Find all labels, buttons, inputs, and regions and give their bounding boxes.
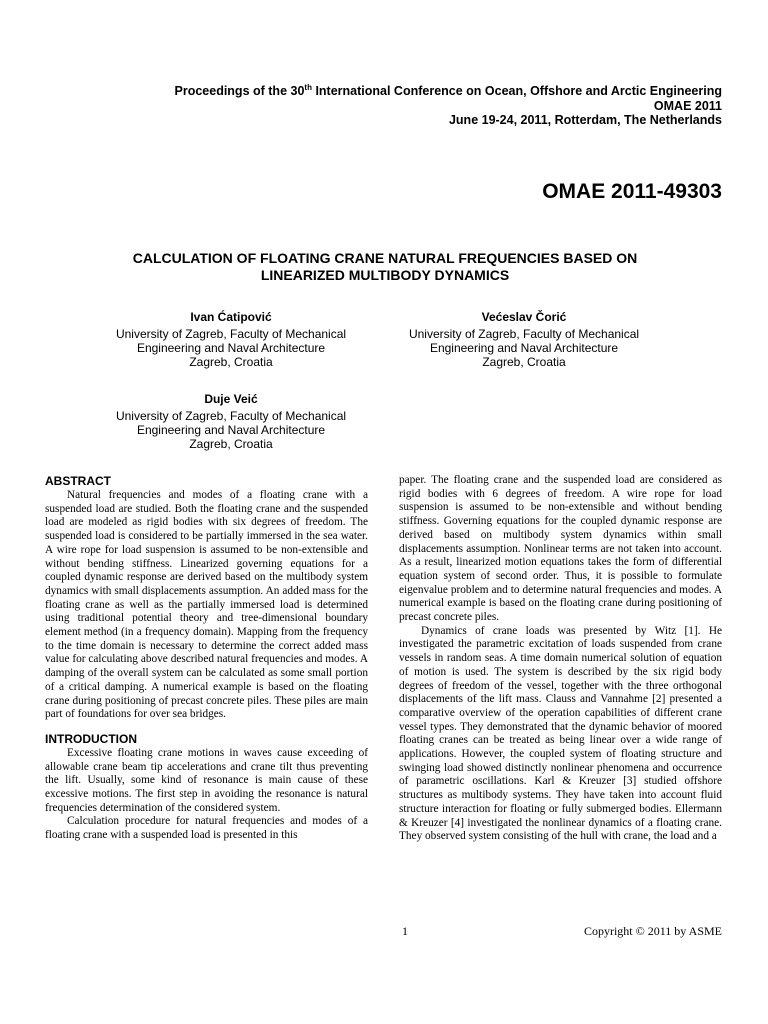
abstract-paragraph: Natural frequencies and modes of a floating crane with a suspended load are studied. Both the floating crane and the suspended load are modeled as rigid bodies with six degrees of freedom. The suspended load is considered to be partially immersed in the sea water. A wire rope for load suspension is assumed to be non-extensible and without bending stiffness. Linearized governing equations for a coupled dynamic response are derived based on the multibody system dynamics with small displacements assumption. An added mass for the floating crane as well as the partially immersed load is determined using traditional potential theory and tree-dimensional boundary element method (in a frequency domain). Mapping from the frequency to the time domain is necessary to determine the correct added mass value for calculating above described natural frequencies and modes. A damping of the overall system can be calculated as some small portion of a critical damping. A numerical example is based on the floating crane during positioning of precast concrete piles. These piles are main part of foundations for over sea bridges.: [45, 489, 368, 721]
author-block-3: [81, 392, 381, 451]
author-affiliation-line: Engineering and Naval Architecture: [136, 341, 326, 355]
author-name: Većeslav Čorić: [481, 310, 567, 324]
body-paragraph-continued: paper. The floating crane and the suspended load are considered as rigid bodies with 6 degrees of freedom. A wire rope for load suspension is assumed to be non-extensible and without bending stiffness. Governing equations for the coupled dynamic response are derived based on multibody system dynamics within small displacements assumption. Nonlinear terms are not taken into account. As a result, linearized motion equations takes the form of differential equation system of second order. Thus, it is possible to formulate eigenvalue problem and to determine natural frequencies and modes. A numerical example is based on the floating crane during positioning of precast concrete piles.: [399, 474, 722, 624]
ordinal-superscript: th: [304, 82, 312, 92]
introduction-heading: INTRODUCTION: [45, 731, 137, 746]
author-affiliation-line: University of Zagreb, Faculty of Mechanical: [115, 327, 347, 341]
conference-date-location: June 19-24, 2011, Rotterdam, The Netherlands: [448, 113, 722, 127]
author-location: Zagreb, Croatia: [482, 355, 566, 369]
author-location: Zagreb, Croatia: [189, 437, 273, 451]
paper-id: OMAE 2011-49303: [542, 180, 722, 203]
author-affiliation-line: Engineering and Naval Architecture: [136, 423, 326, 437]
author-name: Ivan Ćatipović: [190, 310, 272, 324]
right-column: [399, 474, 722, 844]
author-block-2: [374, 310, 674, 369]
author-name: Duje Veić: [204, 392, 258, 406]
author-affiliation-line: Engineering and Naval Architecture: [429, 341, 619, 355]
conference-name: OMAE 2011: [653, 98, 722, 113]
introduction-paragraph-1: Excessive floating crane motions in waves cause exceeding of allowable crane beam tip accelerations and crane tilt thus preventing the lift. Usually, some kind of resonance is main cause of these excessive motions. The first step in avoiding the resonance is natural frequencies determination of the considered system.: [45, 746, 368, 814]
title-line-1: CALCULATION OF FLOATING CRANE NATURAL FREQUENCIES BASED ON: [132, 250, 638, 266]
copyright-notice: Copyright © 2011 by ASME: [583, 924, 722, 938]
page-number: 1: [402, 924, 408, 938]
body-paragraph: Dynamics of crane loads was presented by Witz [1]. He investigated the parametric excitation of loads suspended from crane vessels in random seas. A time domain numerical solution of equation of motion is used. The system is described by the six rigid body degrees of freedom of the vessel, together with the three orthogonal displacements of the lift mass. Clauss and Vannahme [2] presented a comparative overview of the operation capabilities of different crane vessel types. They demonstrated that the dynamic behavior of moored floating cranes can be treated as being linear over a wide range of applications. However, the coupled system of floating structure and swinging load showed distinctly nonlinear phenomena and occurrence of parametric oscillations. Karl & Kreuzer [3] studied offshore structures as multibody systems. They have taken into account fluid structure interaction for floating or fully submerged bodies. Ellermann & Kreuzer [4] investigated the nonlinear dynamics of a floating crane. They observed system consisting of the hull with crane, the load and a: [399, 624, 722, 843]
introduction-paragraph-2: Calculation procedure for natural frequencies and modes of a floating crane with a suspended load is presented in this: [45, 815, 368, 842]
proceedings-line: Proceedings of the 30th International Conference on Ocean, Offshore and Arctic Engineering: [174, 82, 722, 98]
abstract-heading: ABSTRACT: [45, 474, 111, 488]
left-column: [45, 474, 368, 843]
author-location: Zagreb, Croatia: [189, 355, 273, 369]
author-affiliation-line: University of Zagreb, Faculty of Mechanical: [115, 409, 347, 423]
proceedings-header: [82, 84, 722, 128]
author-affiliation-line: University of Zagreb, Faculty of Mechanical: [408, 327, 640, 341]
title-line-2: LINEARIZED MULTIBODY DYNAMICS: [260, 267, 510, 283]
paper-title: [60, 250, 710, 284]
author-block-1: [81, 310, 381, 369]
